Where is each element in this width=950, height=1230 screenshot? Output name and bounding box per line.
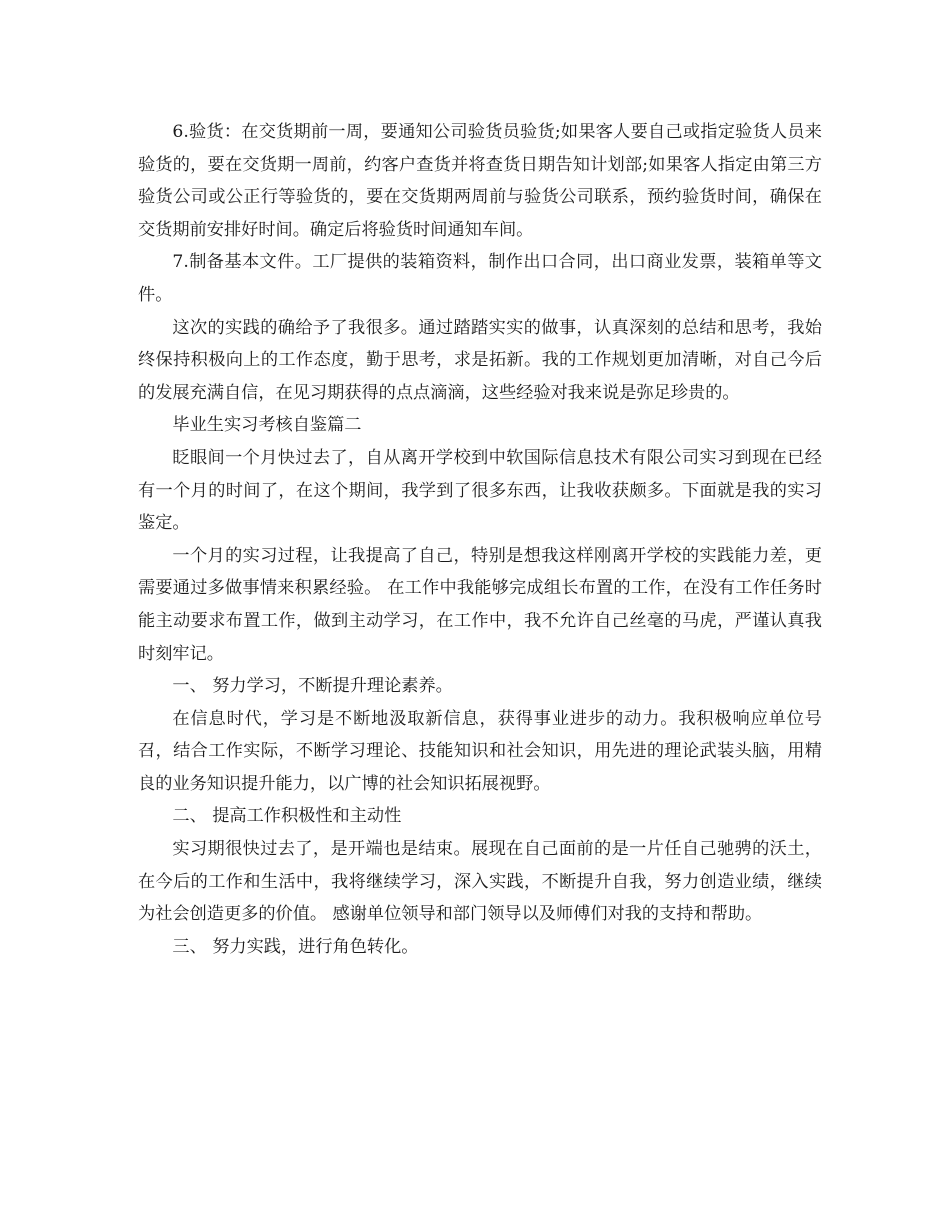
paragraph-reflection: 这次的实践的确给予了我很多。通过踏踏实实的做事，认真深刻的总结和思考，我始终保持积极向上的工作态度，勤于思考，求是拓新。我的工作规划更加清晰，对自己今后的发展充满自信，在见习期获得的点点滴滴，这些经验对我来说是弥足珍贵的。 <box>138 317 822 403</box>
paragraph-intro: 眨眼间一个月快过去了，自从离开学校到中软国际信息技术有限公司实习到现在已经有一个月的时间了，在这个期间，我学到了很多东西，让我收获颇多。下面就是我的实习鉴定。 <box>138 447 822 534</box>
heading-study: 一、 努力学习，不断提升理论素养。 <box>172 676 453 697</box>
paragraph-process: 一个月的实习过程，让我提高了自己，特别是想我这样刚离开学校的实践能力差，更需要通过多做事情来积累经验。 在工作中我能够完成组长布置的工作，在没有工作任务时能主动要求布置工作，做到主动学习，在工作中，我不允许自己丝毫的马虎，严谨认真我时刻牢记。 <box>138 545 822 664</box>
paragraph-documents: 7.制备基本文件。工厂提供的装箱资料，制作出口合同，出口商业发票，装箱单等文件。 <box>138 252 822 305</box>
paragraph-initiative: 实习期很快过去了，是开端也是结束。展现在自己面前的是一片任自己驰骋的沃土，在今后的工作和生活中，我将继续学习，深入实践，不断提升自我，努力创造业绩，继续为社会创造更多的价值。 感谢单位领导和部门领导以及师傅们对我的支持和帮助。 <box>138 839 822 925</box>
document-body <box>138 116 822 963</box>
paragraph-study: 在信息时代，学习是不断地汲取新信息，获得事业进步的动力。我积极响应单位号召，结合工作实际，不断学习理论、技能知识和社会知识，用先进的理论武装头脑，用精良的业务知识提升能力，以广博的社会知识拓展视野。 <box>138 708 822 794</box>
paragraph-inspection: 6.验货：在交货期前一周，要通知公司验货员验货;如果客人要自己或指定验货人员来验货的，要在交货期一周前，约客户查货并将查货日期告知计划部;如果客人指定由第三方验货公司或公正行等验货的，要在交货期两周前与验货公司联系，预约验货时间，确保在交货期前安排好时间。确定后将验货时间通知车间。 <box>138 122 822 240</box>
section-title: 毕业生实习考核自鉴篇二 <box>172 415 362 436</box>
heading-practice: 三、 努力实践，进行角色转化。 <box>172 936 419 957</box>
heading-initiative: 二、 提高工作积极性和主动性 <box>172 806 402 827</box>
